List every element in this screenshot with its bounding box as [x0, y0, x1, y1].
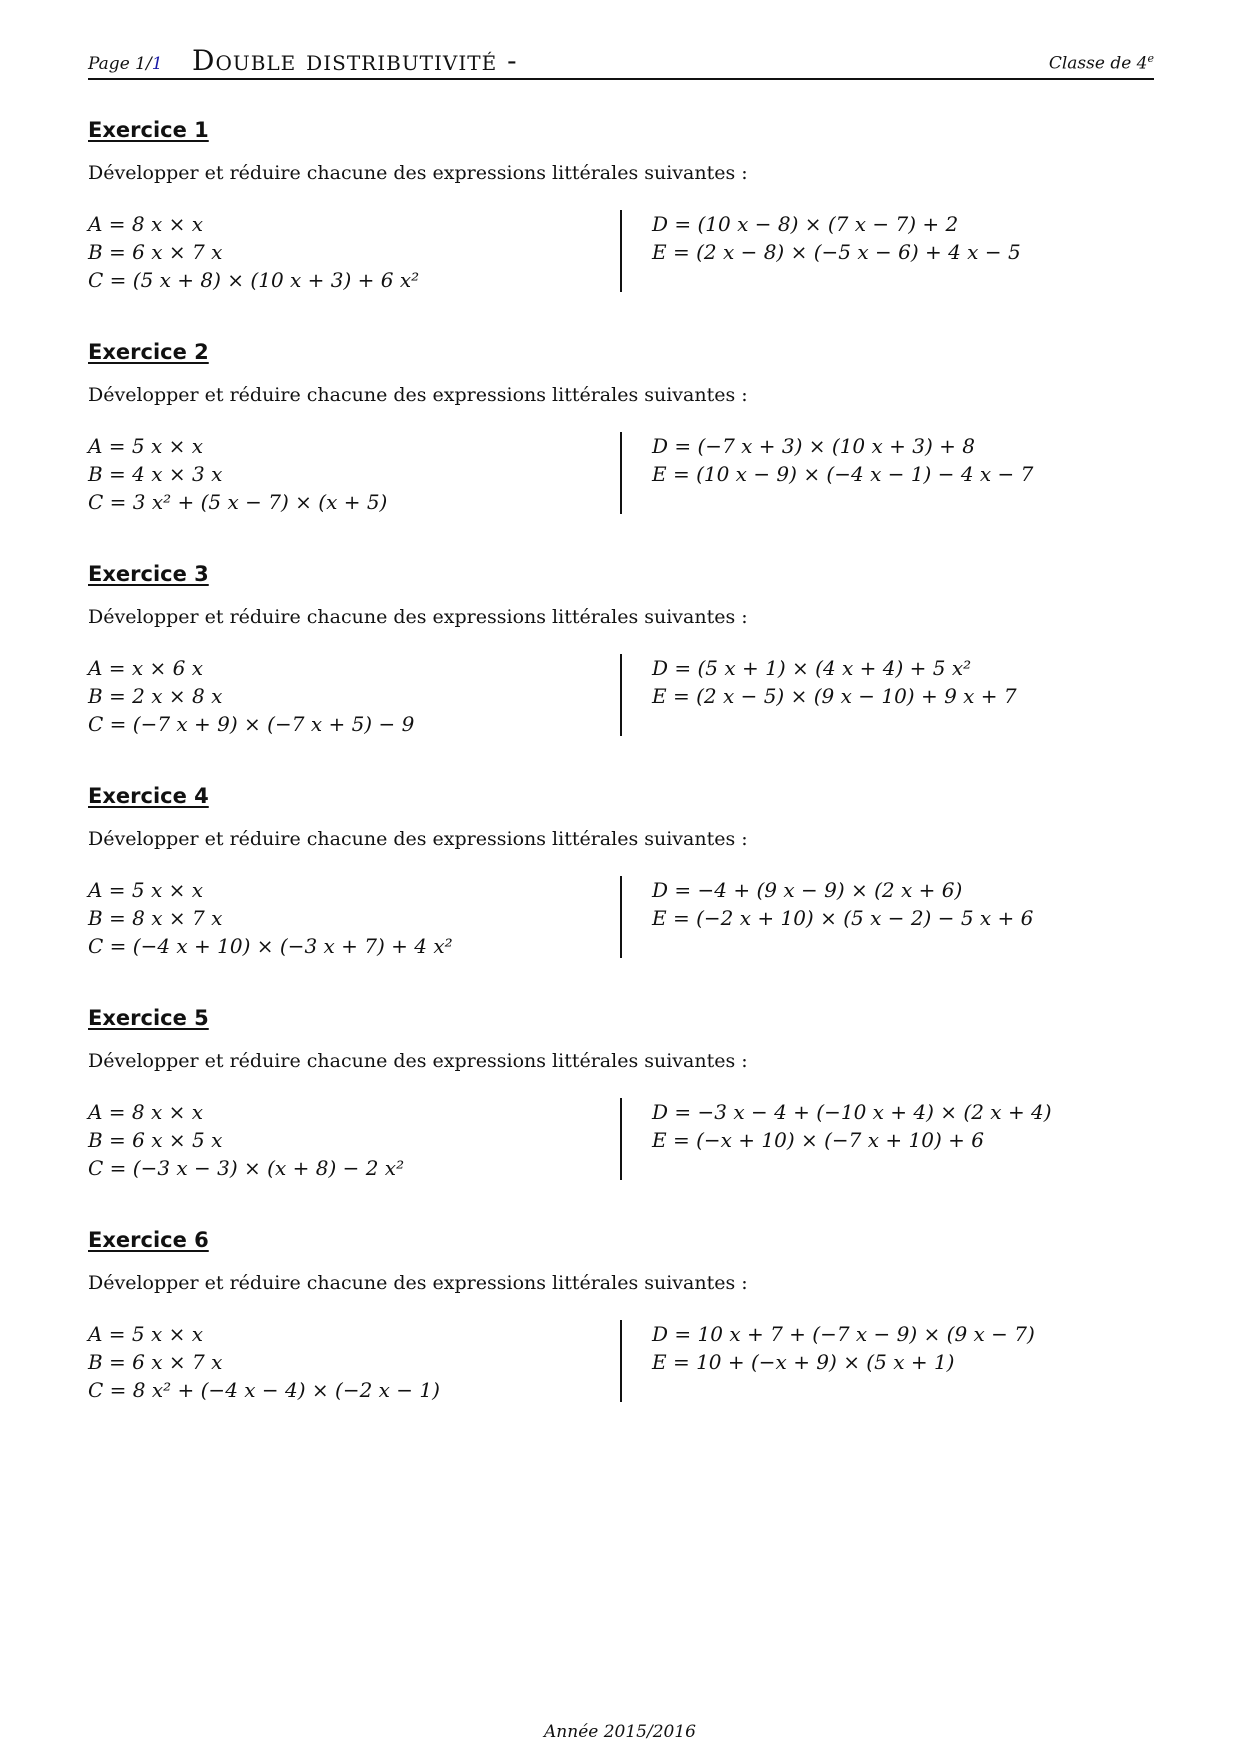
expression-d: D = −3 x − 4 + (−10 x + 4) × (2 x + 4) — [652, 1100, 1052, 1124]
expression-a: A = 5 x × x — [88, 878, 204, 902]
expressions-right — [620, 1098, 1172, 1180]
exercise-6 — [88, 1228, 1154, 1428]
expression-e: E = (−2 x + 10) × (5 x − 2) − 5 x + 6 — [652, 906, 1034, 930]
expression-b: B = 4 x × 3 x — [88, 462, 223, 486]
expression-d: D = −4 + (9 x − 9) × (2 x + 6) — [652, 878, 963, 902]
expression-e: E = (10 x − 9) × (−4 x − 1) − 4 x − 7 — [652, 462, 1034, 486]
expression-e: E = 10 + (−x + 9) × (5 x + 1) — [652, 1350, 955, 1374]
expressions-left — [88, 210, 608, 294]
expressions-left — [88, 654, 608, 738]
exercise-4 — [88, 784, 1154, 984]
exercise-instruction: Développer et réduire chacune des expressions littérales suivantes : — [88, 606, 748, 628]
exercise-3 — [88, 562, 1154, 762]
expression-d: D = (10 x − 8) × (7 x − 7) + 2 — [652, 212, 959, 236]
exercise-instruction: Développer et réduire chacune des expressions littérales suivantes : — [88, 1050, 748, 1072]
expressions-right — [620, 876, 1172, 958]
expression-e: E = (2 x − 8) × (−5 x − 6) + 4 x − 5 — [652, 240, 1021, 264]
exercise-instruction: Développer et réduire chacune des expressions littérales suivantes : — [88, 1272, 748, 1294]
expression-b: B = 8 x × 7 x — [88, 906, 223, 930]
exercise-title: Exercice 4 — [88, 784, 209, 808]
page-footer: Année 2015/2016 — [544, 1722, 696, 1742]
expression-a: A = x × 6 x — [88, 656, 204, 680]
expression-c: C = (−4 x + 10) × (−3 x + 7) + 4 x² — [88, 934, 453, 958]
expressions-left — [88, 432, 608, 516]
expression-d: D = (−7 x + 3) × (10 x + 3) + 8 — [652, 434, 975, 458]
expression-d: D = 10 x + 7 + (−7 x − 9) × (9 x − 7) — [652, 1322, 1035, 1346]
exercise-1 — [88, 118, 1154, 318]
class-label: Classe de 4e — [1048, 52, 1154, 74]
expressions-left — [88, 1098, 608, 1182]
exercise-instruction: Développer et réduire chacune des expressions littérales suivantes : — [88, 384, 748, 406]
exercise-title: Exercice 2 — [88, 340, 209, 364]
expression-b: B = 6 x × 7 x — [88, 240, 223, 264]
expression-a: A = 5 x × x — [88, 1322, 204, 1346]
expression-a: A = 8 x × x — [88, 1100, 204, 1124]
expression-c: C = 8 x² + (−4 x − 4) × (−2 x − 1) — [88, 1378, 440, 1402]
expression-b: B = 6 x × 5 x — [88, 1128, 223, 1152]
expressions-left — [88, 876, 608, 960]
expression-b: B = 6 x × 7 x — [88, 1350, 223, 1374]
expressions-right — [620, 654, 1172, 736]
page-header — [88, 40, 1154, 80]
expression-e: E = (2 x − 5) × (9 x − 10) + 9 x + 7 — [652, 684, 1017, 708]
expression-a: A = 5 x × x — [88, 434, 204, 458]
exercise-title: Exercice 5 — [88, 1006, 209, 1030]
expressions-left — [88, 1320, 608, 1404]
expressions-right — [620, 1320, 1172, 1402]
exercise-instruction: Développer et réduire chacune des expressions littérales suivantes : — [88, 162, 748, 184]
expression-c: C = (−7 x + 9) × (−7 x + 5) − 9 — [88, 712, 415, 736]
exercise-2 — [88, 340, 1154, 540]
page-title: Double distributivité - — [192, 44, 518, 77]
exercise-5 — [88, 1006, 1154, 1206]
expressions-right — [620, 210, 1172, 292]
expression-d: D = (5 x + 1) × (4 x + 4) + 5 x² — [652, 656, 972, 680]
expression-c: C = (5 x + 8) × (10 x + 3) + 6 x² — [88, 268, 420, 292]
exercise-title: Exercice 1 — [88, 118, 209, 142]
expression-a: A = 8 x × x — [88, 212, 204, 236]
exercise-title: Exercice 6 — [88, 1228, 209, 1252]
expression-c: C = 3 x² + (5 x − 7) × (x + 5) — [88, 490, 388, 514]
exercise-title: Exercice 3 — [88, 562, 209, 586]
expression-b: B = 2 x × 8 x — [88, 684, 223, 708]
expression-c: C = (−3 x − 3) × (x + 8) − 2 x² — [88, 1156, 405, 1180]
page-number: Page 1/1 — [88, 54, 163, 74]
expression-e: E = (−x + 10) × (−7 x + 10) + 6 — [652, 1128, 984, 1152]
page-total-link[interactable]: 1 — [151, 54, 163, 74]
expressions-right — [620, 432, 1172, 514]
exercise-instruction: Développer et réduire chacune des expressions littérales suivantes : — [88, 828, 748, 850]
